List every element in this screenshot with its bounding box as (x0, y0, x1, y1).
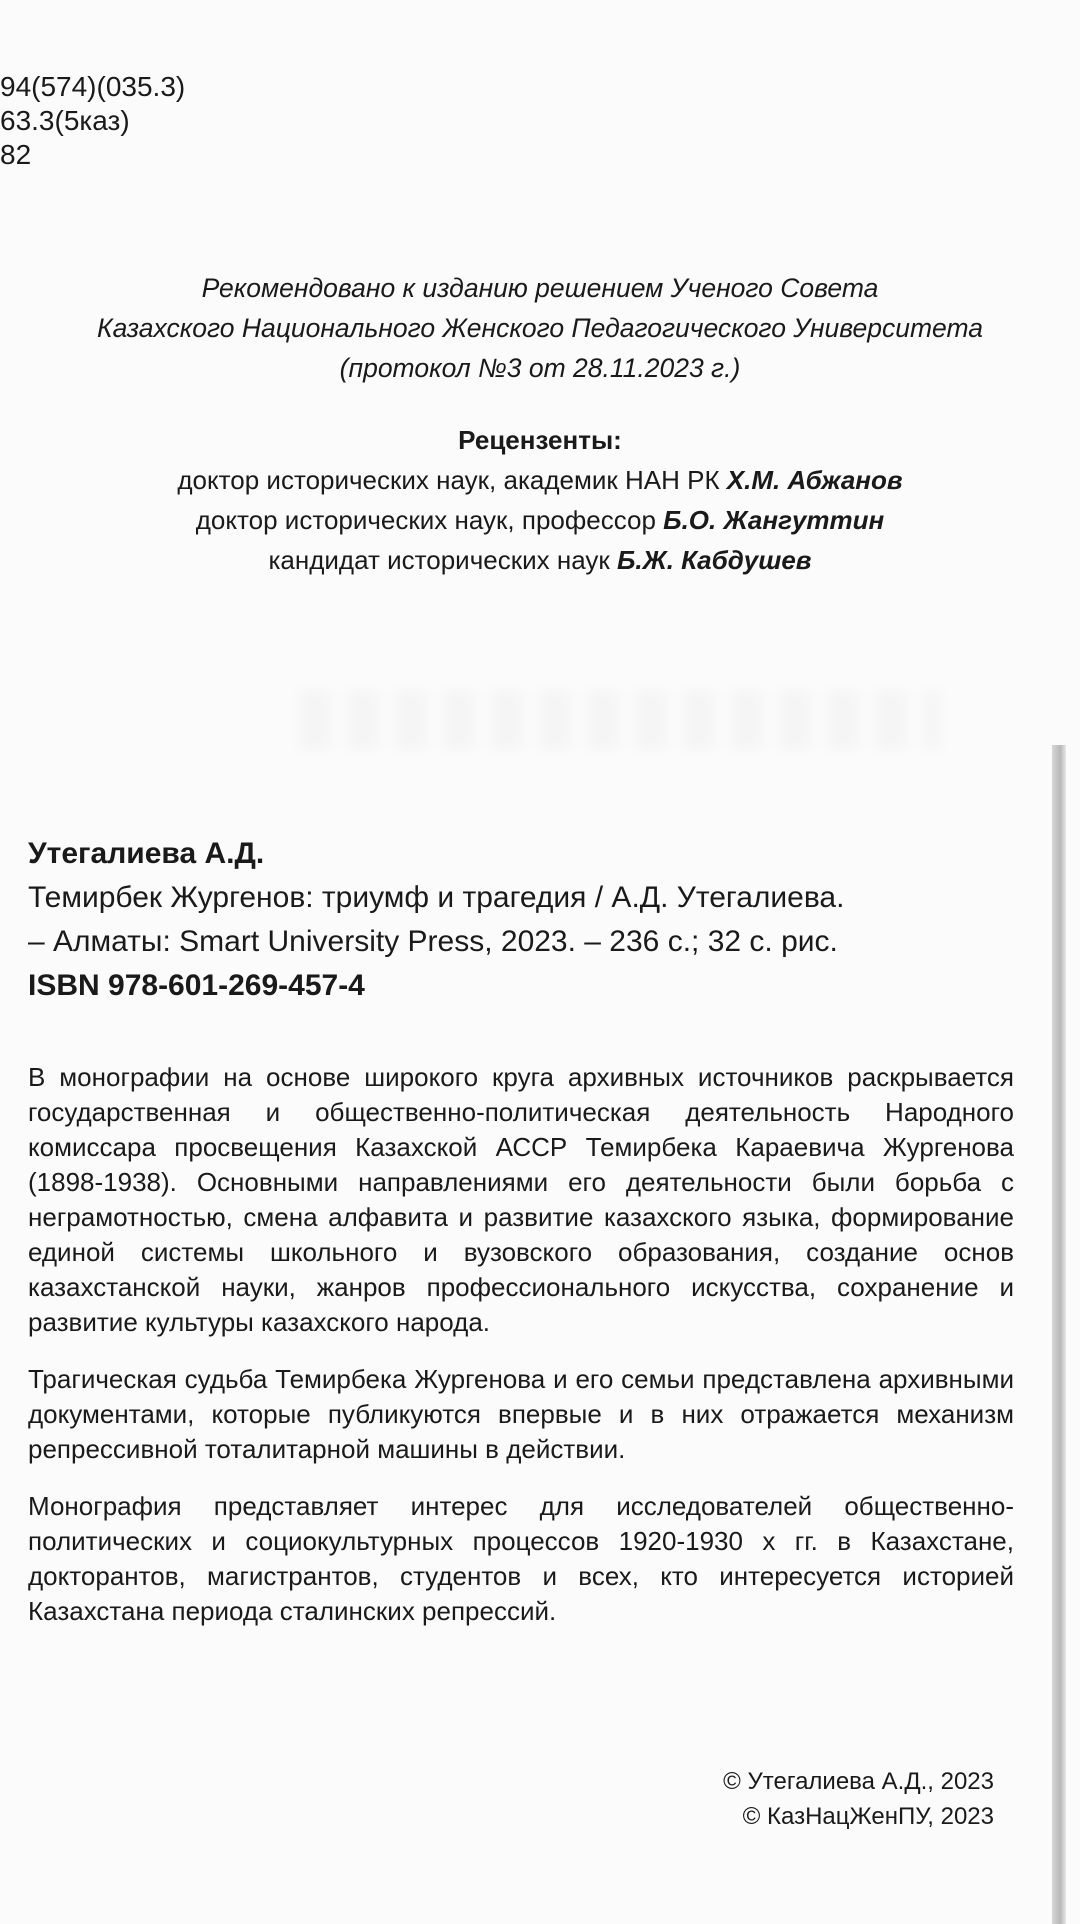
reviewer-line (0, 500, 1080, 540)
recommendation-line: Казахского Национального Женского Педагогического Университета (96, 313, 984, 343)
recommendation-protocol: (протокол №3 от 28.11.2023 г.) (339, 353, 741, 383)
reviewers-heading: Рецензенты: (458, 425, 622, 455)
recommendation-line: Рекомендовано к изданию решением Ученого Совета (201, 273, 879, 303)
page-edge-shadow (1052, 745, 1066, 1924)
reviewer-name: Х.М. Абжанов (726, 465, 903, 495)
bleed-through-shadow (300, 690, 940, 750)
author-mark: 82 (0, 139, 32, 170)
book-author: Утегалиева А.Д. (28, 837, 265, 870)
reviewer-line (0, 540, 1080, 580)
copyright-block (723, 1764, 994, 1834)
bbk-code: 63.3(5каз) (0, 105, 130, 136)
reviewer-role: доктор исторических наук, академик НАН РК (177, 465, 720, 495)
udk-code: 94(574)(035.3) (0, 71, 186, 102)
reviewer-name: Б.Ж. Кабдушев (616, 545, 812, 575)
bibliographic-record (28, 832, 1038, 1008)
reviewer-role: доктор исторических наук, профессор (195, 505, 656, 535)
annotation-paragraph: В монографии на основе широкого круга архивных источников раскрывается государственная и общественно-политическая деятельность Народного комиссара просвещения Казахской АССР Темирбека Караевича Жургенова (1898-1938). Основными направлениями его деятельности были борьба с неграмотностью, смена алфавита и развитие казахского языка, формирование единой системы школьного и вузовского образования, создание основ казахстанской науки, жанров профессионального искусства, сохранение и развитие культуры казахского народа. (28, 1062, 1014, 1337)
reviewer-role: кандидат исторических наук (268, 545, 610, 575)
classification-codes (0, 70, 185, 172)
annotation (28, 1060, 1014, 1651)
annotation-paragraph: Монография представляет интерес для исследователей общественно-политических и социокультурных процессов 1920-1930 х гг. в Казахстане, докторантов, магистрантов, студентов и всех, кто интересуется историей Казахстана периода сталинских репрессий. (28, 1491, 1014, 1626)
annotation-paragraph: Трагическая судьба Темирбека Жургенова и его семьи представлена архивными документами, которые публикуются впервые и в них отражается механизм репрессивной тоталитарной машины в действии. (28, 1364, 1014, 1464)
reviewer-line (0, 460, 1080, 500)
book-imprint-line: – Алматы: Smart University Press, 2023. – 236 с.; 32 с. рис. (28, 925, 838, 958)
book-isbn: ISBN 978-601-269-457-4 (28, 969, 365, 1002)
copyright-author: © Утегалиева А.Д., 2023 (723, 1768, 994, 1795)
book-title-line: Темирбек Жургенов: триумф и трагедия / А.Д. Утегалиева. (28, 881, 845, 914)
recommendation-block (0, 268, 1080, 388)
copyright-publisher: © КазНацЖенПУ, 2023 (742, 1803, 994, 1830)
reviewer-name: Б.О. Жангуттин (663, 505, 885, 535)
reviewers-block (0, 420, 1080, 580)
